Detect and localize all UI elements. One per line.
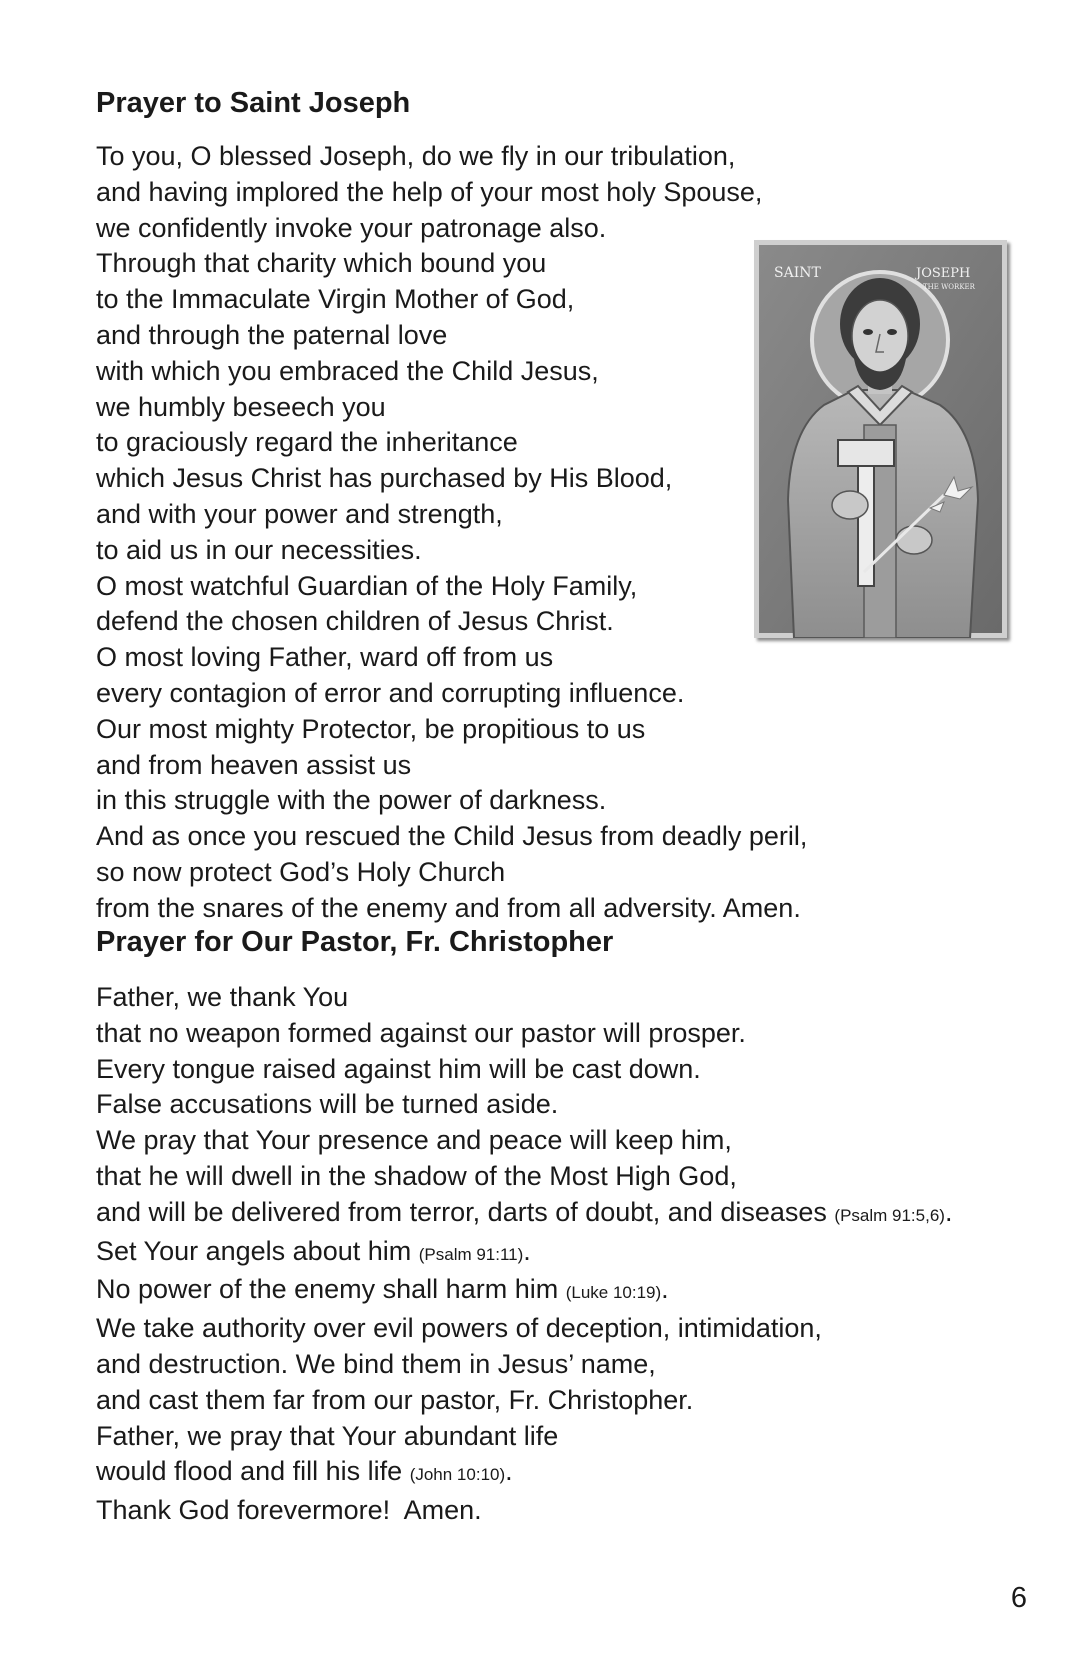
prayer-line [96, 1159, 952, 1195]
prayer-line [96, 1195, 952, 1234]
line-end-punctuation: . [661, 1274, 669, 1305]
icon-label-joseph: JOSEPH [916, 266, 971, 281]
prayer-title-saint-joseph: Prayer to Saint Joseph [96, 87, 411, 119]
prayer-line [96, 1123, 952, 1159]
prayer-text-saint-joseph [96, 139, 807, 927]
prayer-line-text: Set Your angels about him [96, 1235, 419, 1266]
prayer-line [96, 1272, 952, 1311]
page-number: 6 [1010, 1582, 1027, 1614]
prayer-line-text: Thank God forevermore! Amen. [96, 1495, 482, 1526]
prayer-line: O most loving Father, ward off from us [96, 642, 554, 673]
scripture-reference: (Luke 10:19) [565, 1283, 662, 1303]
prayer-line: to aid us in our necessities. [96, 534, 422, 565]
prayer-text-pastor [96, 980, 952, 1529]
prayer-line: and with your power and strength, [96, 498, 503, 529]
prayer-line-text: that he will dwell in the shadow of the Most High God, [96, 1160, 737, 1191]
prayer-line [96, 980, 952, 1016]
prayer-line: every contagion of error and corrupting influence. [96, 677, 685, 708]
prayer-line [96, 1419, 952, 1455]
prayer-line: Through that charity which bound you [96, 248, 547, 279]
prayer-line: we humbly beseech you [96, 391, 386, 422]
prayer-line-text: would flood and fill his life [96, 1456, 410, 1487]
prayer-line: to the Immaculate Virgin Mother of God, [96, 284, 575, 315]
scripture-reference: (Psalm 91:5,6) [834, 1205, 945, 1225]
prayer-line [96, 1347, 952, 1383]
prayer-line: and through the paternal love [96, 319, 448, 350]
prayer-line-text: Every tongue raised against him will be cast down. [96, 1053, 701, 1084]
line-end-punctuation: . [523, 1235, 531, 1266]
icon-label-saint: SAINT [774, 265, 821, 281]
prayer-title-pastor: Prayer for Our Pastor, Fr. Christopher [96, 926, 614, 958]
prayer-line-text: No power of the enemy shall harm him [96, 1274, 566, 1305]
line-end-punctuation: . [944, 1196, 953, 1227]
prayer-line: to graciously regard the inheritance [96, 427, 518, 458]
prayer-line [96, 1234, 952, 1273]
prayer-line [96, 1087, 952, 1123]
prayer-line: which Jesus Christ has purchased by His Blood, [96, 463, 673, 494]
prayer-line: and from heaven assist us [96, 749, 412, 780]
saint-joseph-icon-image [754, 240, 1007, 638]
prayer-line [96, 1454, 952, 1493]
scripture-reference: (Psalm 91:11) [418, 1244, 524, 1264]
prayer-line: we confidently invoke your patronage also. [96, 212, 607, 243]
prayer-line: O most watchful Guardian of the Holy Family, [96, 570, 638, 601]
prayer-line-text: Father, we pray that Your abundant life [96, 1420, 559, 1451]
prayer-line: so now protect God’s Holy Church [96, 856, 506, 887]
icon-label-the-worker: THE WORKER [923, 283, 975, 291]
prayer-line-text: We take authority over evil powers of deception, intimidation, [96, 1313, 822, 1344]
prayer-line: And as once you rescued the Child Jesus from deadly peril, [96, 821, 808, 852]
prayer-line: To you, O blessed Joseph, do we fly in our tribulation, [96, 141, 736, 171]
prayer-line-text: that no weapon formed against our pastor will prosper. [96, 1017, 746, 1048]
scripture-reference: (John 10:10) [409, 1465, 506, 1485]
prayer-line [96, 1311, 952, 1347]
prayer-line: in this struggle with the power of darkness. [96, 785, 607, 816]
prayer-line-text: and will be delivered from terror, darts of doubt, and diseases [96, 1196, 835, 1227]
line-end-punctuation: . [505, 1456, 513, 1487]
prayer-line-text: and destruction. We bind them in Jesus’ name, [96, 1348, 656, 1379]
prayer-line [96, 1052, 952, 1088]
prayer-line: with which you embraced the Child Jesus, [96, 355, 599, 386]
prayer-line-text: We pray that Your presence and peace will keep him, [96, 1125, 732, 1156]
prayer-line-text: Father, we thank You [96, 982, 349, 1012]
prayer-line [96, 1383, 952, 1419]
prayer-line: Our most mighty Protector, be propitious to us [96, 713, 646, 744]
prayer-line-text: False accusations will be turned aside. [96, 1089, 559, 1120]
prayer-line [96, 1493, 952, 1529]
prayer-line-text: and cast them far from our pastor, Fr. Christopher. [96, 1384, 694, 1415]
prayer-line: defend the chosen children of Jesus Christ. [96, 606, 614, 637]
prayer-line: from the snares of the enemy and from all adversity. Amen. [96, 892, 801, 923]
prayer-line [96, 1016, 952, 1052]
prayer-line: and having implored the help of your most holy Spouse, [96, 176, 763, 207]
